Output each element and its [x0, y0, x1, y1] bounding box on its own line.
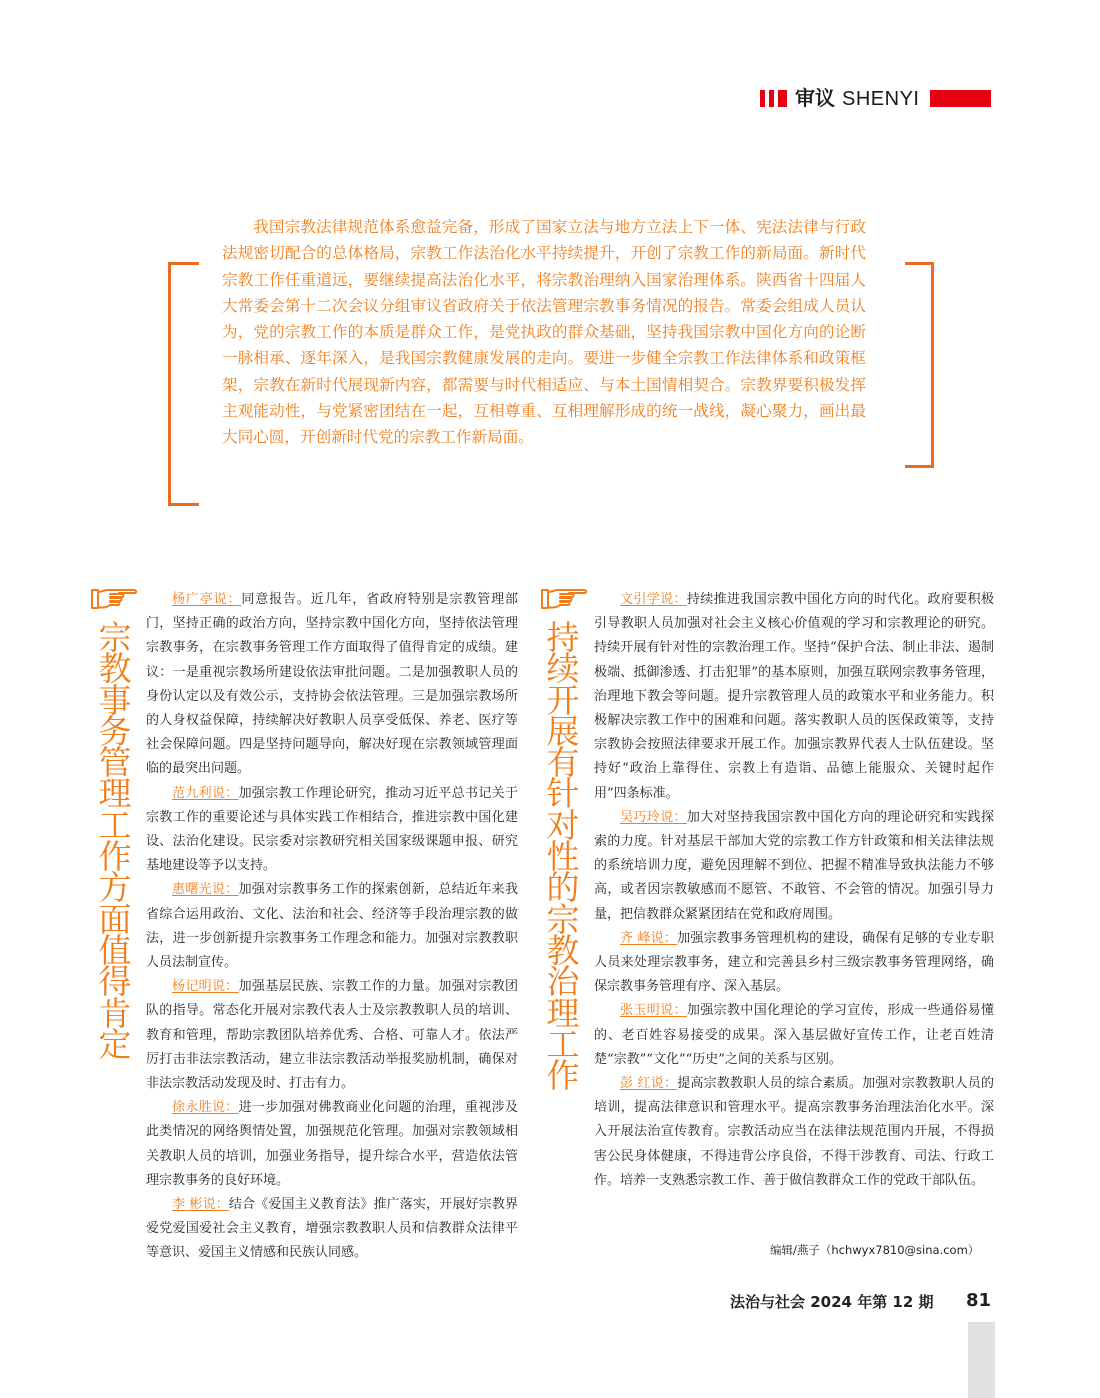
- speech-text: 加强宗教中国化理论的学习宣传，形成一些通俗易懂的、老百姓容易接受的成果。深入基层做好宣传工作，让老百姓清楚“宗教”“文化”“历史”之间的关系与区别。: [594, 1003, 994, 1067]
- section-label-cn: 审议: [795, 86, 835, 110]
- header-red-block: [930, 90, 991, 107]
- speech-paragraph: [146, 878, 518, 975]
- speech-text: 加强基层民族、宗教工作的力量。加强对宗教团队的指导。常态化开展对宗教代表人士及宗教教职人员的培训、教育和管理，帮助宗教团队培养优秀、合格、可靠人才。依法严厉打击非法宗教活动，建立非法宗教活动举报奖励机制，确保对非法宗教活动发现及时、打击有力。: [146, 979, 518, 1092]
- speaker-name: 文引学说：: [620, 592, 687, 607]
- speaker-name: 齐 峰说：: [620, 930, 678, 946]
- speech-paragraph: [146, 975, 518, 1096]
- speech-text: 加强宗教工作理论研究，推动习近平总书记关于宗教工作的重要论述与具体实践工作相结合，推进宗教中国化建设、法治化建设。民宗委对宗教研究相关国家级课题申报、研究基地建设等予以支持。: [146, 785, 518, 874]
- pointing-hand-icon: [90, 586, 138, 612]
- speech-text: 同意报告。近几年，省政府特别是宗教管理部门，坚持正确的政治方向，坚持宗教中国化方向，坚持依法管理宗教事务，在宗教事务管理工作方面取得了值得肯定的成绩。建议：一是重视宗教场所建设依法审批问题。二是加强教职人员的身份认定以及有效公示，支持协会依法管理。三是加强宗教场所的人身权益保障，持续解决好教职人员享受低保、养老、医疗等社会保障问题。四是坚持问题导向，解决好现在宗教领域管理面临的最突出问题。: [146, 592, 518, 777]
- speaker-name: 张玉明说：: [620, 1003, 687, 1019]
- speech-text: 提高宗教教职人员的综合素质。加强对宗教教职人员的培训，提高法律意识和管理水平。提高宗教事务治理法治化水平。深入开展法治宣传教育。宗教活动应当在法律法规范围内开展，不得损害公民身体健康，不得违背公序良俗，不得干涉教育、司法、行政工作。培养一支熟悉宗教工作、善于做信教群众工作的党政干部队伍。: [594, 1076, 994, 1188]
- speech-paragraph: [146, 782, 518, 879]
- speaker-name: 徐永胜说：: [172, 1100, 239, 1116]
- section-header: [795, 86, 919, 111]
- speaker-name: 范九利说：: [172, 785, 239, 801]
- editor-credit: 编辑/燕子（hchwyx7810@sina.com）: [770, 1243, 980, 1257]
- speech-paragraph: [146, 1193, 518, 1266]
- speaker-name: 彭 红说：: [620, 1076, 678, 1092]
- speech-paragraph: [594, 1072, 994, 1193]
- right-column-title: 持续开展有针对性的宗教治理工作: [546, 618, 580, 1096]
- article-summary: 我国宗教法律规范体系愈益完备，形成了国家立法与地方立法上下一体、宪法法律与行政法规密切配合的总体格局，宗教工作法治化水平持续提升，开创了宗教工作的新局面。新时代宗教工作任重道远，要继续提高法治化水平，将宗教治理纳入国家治理体系。陕西省十四届人大常委会第十二次会议分组审议省政府关于依法管理宗教事务情况的报告。常委会组成人员认为，党的宗教工作的本质是群众工作，是党执政的群众基础，坚持我国宗教中国化方向的论断一脉相承、逐年深入，是我国宗教健康发展的走向。要进一步健全宗教工作法律体系和政策框架，宗教在新时代展现新内容，都需要与时代相适应、与本土国情相契合。宗教界要积极发挥主观能动性，与党紧密团结在一起，互相尊重、互相理解形成的统一战线，凝心聚力，画出最大同心圆，开创新时代党的宗教工作新局面。: [222, 218, 866, 447]
- header-decoration-bars: [760, 90, 787, 107]
- speech-text: 结合《爱国主义教育法》推广落实，开展好宗教界爱党爱国爱社会主义教育，增强宗教教职人员和信教群众法律平等意识、爱国主义情感和民族认同感。: [146, 1197, 518, 1261]
- speech-paragraph: [594, 999, 994, 1072]
- speech-text: 进一步加强对佛教商业化问题的治理，重视涉及此类情况的网络舆情处置，加强规范化管理。加强对宗教领域相关教职人员的培训，加强业务指导，提升综合水平，营造依法管理宗教事务的良好环境。: [146, 1100, 518, 1188]
- speaker-name: 吴巧玲说：: [620, 809, 687, 825]
- speech-text: 加大对坚持我国宗教中国化方向的理论研究和实践探索的力度。针对基层干部加大党的宗教工作方针政策和相关法律法规的系统培训力度，避免因理解不到位、把握不精准导致执法能力不够高，或者因宗教敏感而不愿管、不敢管、不会管的情况。加强引导力量，把信教群众紧紧团结在党和政府周围。: [594, 809, 994, 922]
- speech-paragraph: [146, 588, 518, 782]
- speech-text: 加强对宗教事务工作的探索创新，总结近年来我省综合运用政治、文化、法治和社会、经济等手段治理宗教的做法，进一步创新提升宗教事务工作理念和能力。加强对宗教教职人员法制宣传。: [146, 882, 518, 971]
- summary-bracket-right: [905, 262, 934, 468]
- summary-bracket-left: [168, 262, 199, 506]
- speaker-name: 李 彬说：: [172, 1197, 229, 1213]
- left-column-title: 宗教事务管理工作方面值得肯定: [98, 618, 132, 1064]
- section-label-en: SHENYI: [842, 88, 920, 110]
- page-edge-tab: [968, 1322, 995, 1398]
- speech-text: 持续推进我国宗教中国化方向的时代化。政府要积极引导教职人员加强对社会主义核心价值观的学习和宗教理论的研究。持续开展有针对性的宗教治理工作。坚持“保护合法、制止非法、遏制极端、抵御渗透、打击犯罪”的基本原则，加强互联网宗教事务管理，治理地下教会等问题。提升宗教管理人员的政策水平和业务能力。积极解决宗教工作中的困难和问题。落实教职人员的医保政策等，支持宗教协会按照法律要求开展工作。加强宗教界代表人士队伍建设。坚持好“政治上靠得住、宗教上有造诣、品德上能服众、关键时起作用”四条标准。: [594, 592, 994, 801]
- pointing-hand-icon: [540, 586, 588, 612]
- speaker-name: 杨记明说：: [172, 979, 239, 995]
- page-number: 81: [966, 1290, 992, 1311]
- speech-paragraph: [594, 806, 994, 927]
- speech-paragraph: [594, 588, 994, 806]
- speech-paragraph: [146, 1096, 518, 1193]
- speech-text: 加强宗教事务管理机构的建设，确保有足够的专业专职人员来处理宗教事务，建立和完善县乡村三级宗教事务管理网络，确保宗教事务管理有序、深入基层。: [594, 930, 994, 995]
- left-column-body: [146, 588, 518, 1266]
- speech-paragraph: [594, 927, 994, 1000]
- magazine-issue: 法治与社会 2024 年第 12 期: [730, 1293, 934, 1311]
- speaker-name: 杨广亭说：: [172, 592, 242, 607]
- speaker-name: 惠曙光说：: [172, 882, 239, 898]
- right-column-body: [594, 588, 994, 1193]
